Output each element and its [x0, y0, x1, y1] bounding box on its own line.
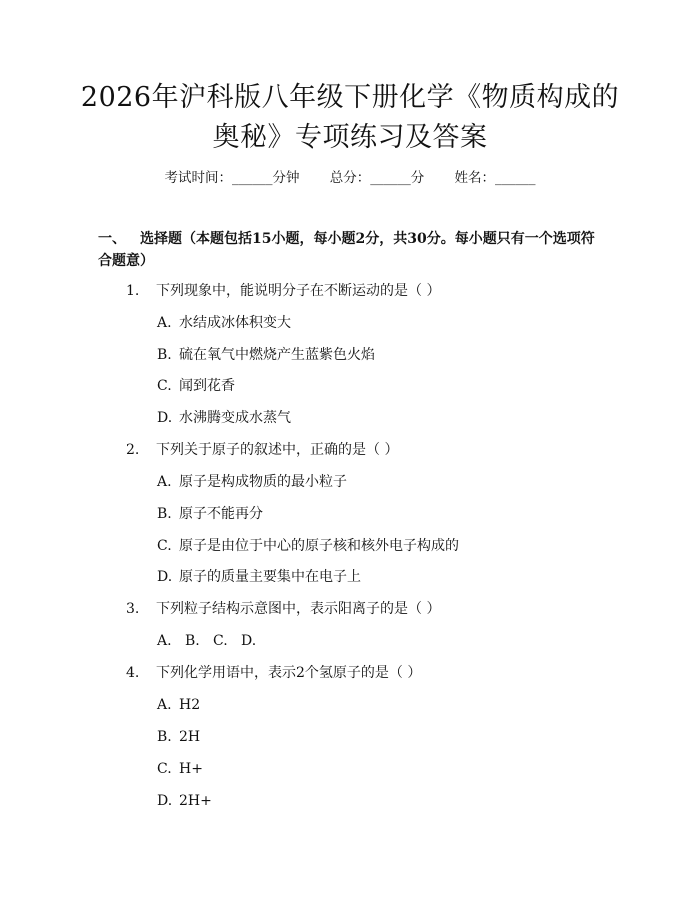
option-1b [157, 345, 375, 365]
option-2d [157, 567, 361, 587]
document-title [0, 78, 700, 158]
option-4c [157, 759, 203, 779]
question-text: 下列现象中，能说明分子在不断运动的是（ ） [156, 283, 441, 299]
option-4a [157, 695, 200, 715]
option-1d [157, 408, 291, 428]
option-2a [157, 472, 347, 492]
option-2b [157, 504, 263, 524]
option-text: 原子的质量主要集中在电子上 [179, 569, 361, 585]
option-text: 原子是构成物质的最小粒子 [179, 474, 347, 490]
question-number: 3. [126, 601, 140, 617]
option-label: C. [213, 633, 228, 649]
option-text: 原子不能再分 [179, 506, 263, 522]
option-label: D. [241, 633, 257, 649]
option-label: B. [157, 729, 172, 745]
total-score: 总分：______分 [329, 170, 425, 186]
option-label: C. [157, 378, 172, 394]
option-text: 硫在氧气中燃烧产生蓝紫色火焰 [179, 347, 375, 363]
option-label: D. [157, 793, 173, 809]
exam-meta [0, 168, 700, 188]
options-3-inline [157, 631, 269, 651]
student-name: 姓名：______ [454, 170, 536, 186]
option-4d [157, 791, 212, 811]
title-line-1: 2026年沪科版八年级下册化学《物质构成的 [80, 82, 620, 113]
option-label: D. [157, 410, 173, 426]
question-text: 下列粒子结构示意图中，表示阳离子的是（ ） [156, 601, 441, 617]
section-title-line-2: 合题意） [98, 253, 154, 269]
question-1 [126, 281, 440, 301]
question-number: 2. [126, 442, 140, 458]
question-number: 4. [126, 665, 140, 681]
exam-time: 考试时间：______分钟 [164, 170, 300, 186]
option-text: H2 [179, 697, 201, 713]
option-text: 水沸腾变成水蒸气 [179, 410, 291, 426]
option-label: A. [157, 697, 172, 713]
option-label: D. [157, 569, 173, 585]
question-2 [126, 440, 398, 460]
option-1c [157, 376, 235, 396]
option-label: B. [157, 347, 172, 363]
option-label: B. [157, 506, 172, 522]
question-text: 下列关于原子的叙述中，正确的是（ ） [156, 442, 399, 458]
option-label: A. [157, 315, 172, 331]
option-1a [157, 313, 291, 333]
option-label: C. [157, 538, 172, 554]
section-heading [98, 228, 610, 272]
question-3 [126, 599, 440, 619]
question-number: 1. [126, 283, 140, 299]
option-text: 2H+ [179, 793, 212, 809]
option-text: 闻到花香 [179, 378, 235, 394]
option-2c [157, 536, 459, 556]
question-4 [126, 663, 421, 683]
question-text: 下列化学用语中，表示2个氢原子的是（ ） [156, 665, 422, 681]
option-label: A. [157, 633, 172, 649]
option-label: C. [157, 761, 172, 777]
title-line-2: 奥秘》专项练习及答案 [212, 122, 488, 153]
option-text: 原子是由位于中心的原子核和核外电子构成的 [179, 538, 459, 554]
option-text: 水结成冰体积变大 [179, 315, 291, 331]
option-text: H+ [179, 761, 203, 777]
section-number: 一、 [98, 231, 126, 247]
option-4b [157, 727, 200, 747]
option-label: A. [157, 474, 172, 490]
option-text: 2H [179, 729, 201, 745]
section-title-line-1: 选择题（本题包括15小题，每小题2分，共30分。每小题只有一个选项符 [140, 231, 595, 247]
option-label: B. [185, 633, 200, 649]
